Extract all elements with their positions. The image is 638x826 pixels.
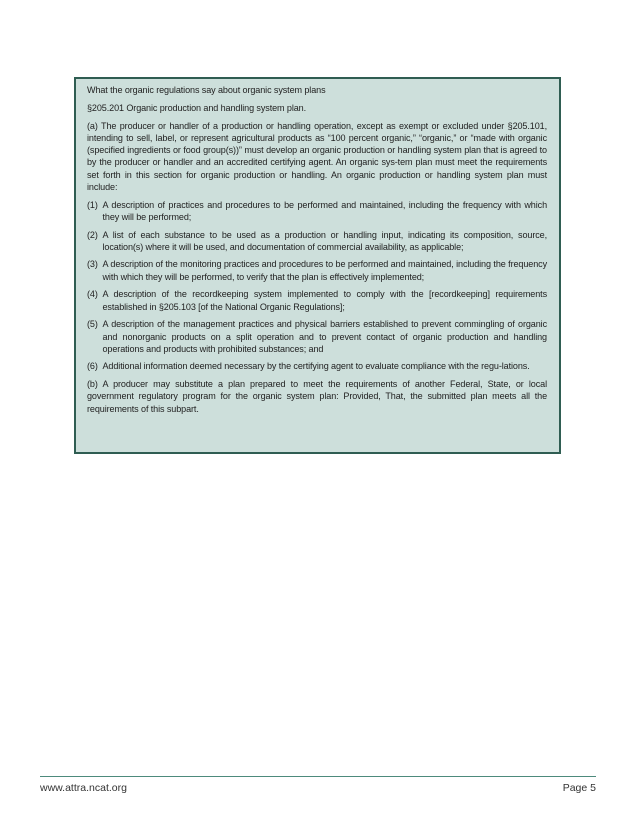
list-item (87, 360, 547, 372)
page-number: Page 5 (562, 782, 596, 794)
list-item-text: A list of each substance to be used as a production or handling input, indicating its composition, source, location(s) where it will be used, and documentation of commercial availability, as applicable; (102, 229, 547, 252)
list-item-number: (6) (87, 361, 98, 372)
list-item-number: (3) (87, 259, 98, 270)
list-item-text: A description of the management practices and physical barriers established to prevent commingling of organic and nonorganic products on a split operation and to prevent contact of organic production and handling operations and products with prohibited substances; and (102, 319, 547, 354)
footer-divider (40, 776, 596, 777)
list-item-text: Additional information deemed necessary by the certifying agent to evaluate compliance with the regu-lations. (102, 361, 530, 372)
list-item-number: (2) (87, 229, 98, 240)
list-item (87, 229, 547, 254)
plan-requirements-list (87, 199, 547, 373)
footer-website-link[interactable]: www.attra.ncat.org (40, 782, 127, 794)
list-item (87, 318, 547, 355)
list-item-text: A description of practices and procedures to be performed and maintained, including the frequency with which they will be performed; (102, 199, 547, 222)
paragraph-a: (a) The producer or handler of a production or handling operation, except as exempt or excluded under §205.101, intending to sell, label, or represent agricultural products as “100 percent organic,” “organic,” or “made with organic (specified ingredients or food group(s))” must develop an organic production or handling system plan that is agreed to by the producer or handler and an accredited certifying agent. An organic sys-tem plan must meet the requirements set forth in this section for organic production or handling. An organic production or handling system plan must include: (87, 120, 547, 193)
regulations-callout-box (74, 77, 561, 454)
list-item-text: A description of the recordkeeping system implemented to comply with the [recordkeeping] requirements established in §205.103 [of the National Organic Regulations]; (102, 289, 547, 312)
list-item-number: (1) (87, 199, 98, 210)
callout-heading: What the organic regulations say about organic system plans (87, 85, 326, 95)
list-item-text: A description of the monitoring practices and procedures to be performed and maintained, including the frequency with which they will be performed, to verify that the plan is effectively implemented; (102, 259, 547, 282)
list-item (87, 199, 547, 224)
section-title: §205.201 Organic production and handling system plan. (87, 102, 307, 113)
list-item-number: (5) (87, 319, 98, 330)
list-item (87, 288, 547, 313)
list-item-number: (4) (87, 289, 98, 300)
paragraph-b: (b) A producer may substitute a plan prepared to meet the requirements of another Federal, State, or local government regulatory program for the organic system plan: Provided, That, the submitted plan meets all the requirements of this subpart. (87, 379, 547, 414)
list-item (87, 258, 547, 283)
